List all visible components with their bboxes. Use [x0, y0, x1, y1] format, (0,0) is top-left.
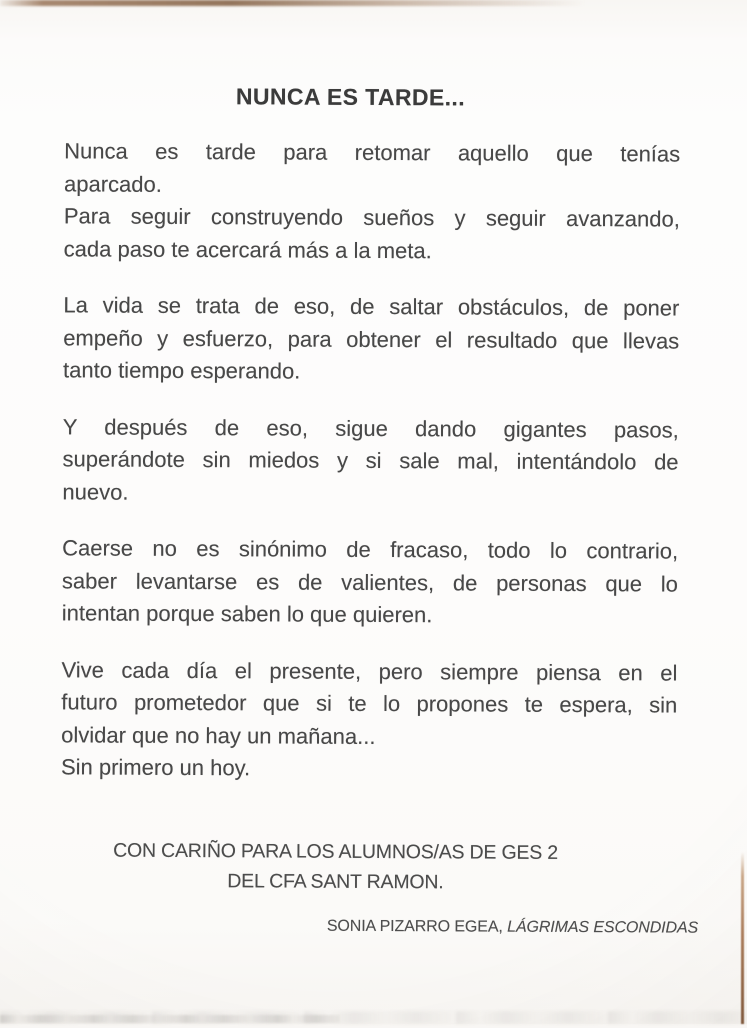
photo-right-table-edge [741, 852, 744, 1024]
poem-line: superándote sin miedos y si sale mal, intentándolo de [62, 446, 679, 475]
signature-line [125, 913, 741, 942]
poem-line: intentan porque saben lo que quieren. [61, 600, 433, 628]
poem-line: tanto tiempo esperando. [62, 357, 301, 384]
signature-work-title: LÁGRIMAS ESCONDIDAS [507, 918, 699, 937]
poem-line: Sin primero un hoy. [60, 754, 251, 781]
poem-paragraph [64, 135, 681, 268]
poem [61, 135, 681, 811]
poem-line: cada paso te acercará más a la meta. [63, 235, 432, 263]
poem-line: saber levantarse es de valientes, de personas que lo [61, 567, 679, 597]
poem-line: Y después de eso, sigue dando gigantes pasos, [62, 413, 679, 443]
poem-line: Nunca es tarde para retomar aquello que tenías [64, 138, 681, 167]
poem-line: futuro prometedor que si te lo propones te espera, sin [61, 689, 678, 718]
poem-line: empeño y esfuerzo, para obtener el resultado que llevas [63, 324, 680, 354]
poem-paragraph [63, 289, 680, 390]
poem-line: Caerse no es sinónimo de fracaso, todo lo contrario, [62, 535, 679, 564]
poem-line: La vida se trata de eso, de saltar obstáculos, de poner [63, 292, 680, 321]
dedication-line-1: CON CARIÑO PARA LOS ALUMNOS/AS DE GES 2 [113, 839, 558, 864]
dedication-line-2: DEL CFA SANT RAMON. [227, 870, 444, 894]
dedication [0, 835, 676, 899]
page-title: NUNCA ES TARDE... [235, 83, 466, 111]
poem-line: aparcado. [63, 170, 162, 197]
poem-line: Vive cada día el presente, pero siempre piensa en el [61, 656, 678, 686]
poem-paragraph [61, 654, 678, 787]
photo-top-table-edge [0, 0, 610, 6]
poem-line: Para seguir construyendo sueños y seguir avanzando, [63, 203, 680, 232]
photo-bottom-smudge-left [0, 1015, 340, 1023]
poem-paragraph [62, 411, 679, 512]
poem-line: nuevo. [62, 478, 129, 505]
poem-line: olvidar que no hay un mañana... [61, 721, 376, 749]
signature-author: SONIA PIZARRO EGEA, [326, 917, 503, 936]
poem-paragraph [62, 532, 679, 633]
